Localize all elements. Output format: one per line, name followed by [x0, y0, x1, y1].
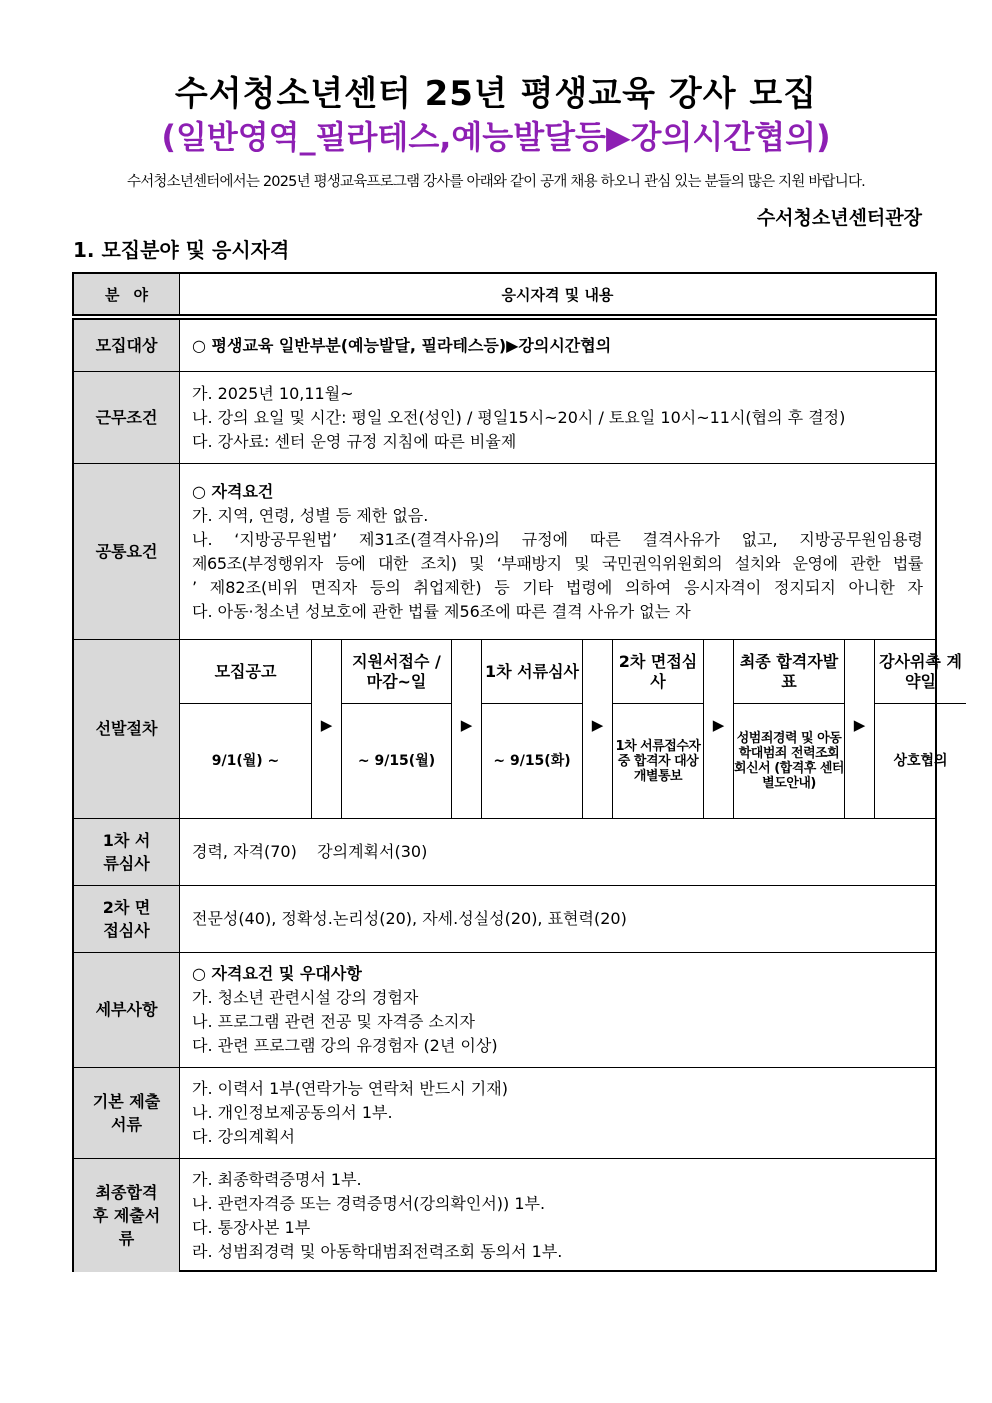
row-final-docs — [74, 1159, 935, 1272]
row-content — [180, 819, 935, 885]
arrow-right-icon: ▶ — [845, 704, 875, 818]
line: 다. 통장사본 1부 — [192, 1217, 311, 1237]
row-common — [74, 464, 935, 640]
header-content: 응시자격 및 내용 — [501, 285, 614, 304]
line: 경력, 자격(70) 강의계획서(30) — [192, 842, 428, 861]
line: 나. 개인정보제공동의서 1부. — [192, 1103, 393, 1122]
line: ○ 자격요건 — [192, 481, 274, 501]
step-detail: ~ 9/15(화) — [482, 704, 583, 818]
process-grid — [180, 640, 966, 818]
line: 다. 아동·청소년 성보호에 관한 법률 제56조에 따른 결격 사유가 없는 자 — [192, 601, 691, 621]
line: 나. 프로그램 관련 전공 및 자격증 소지자 — [192, 1012, 475, 1031]
arrow-spacer — [452, 640, 482, 704]
row-label: 선발절차 — [74, 640, 180, 818]
step-detail: 성범죄경력 및 아동학대범죄 전력조회 회신서 (합격후 센터별도안내) — [734, 704, 845, 818]
row-interview — [74, 886, 935, 953]
section-heading: 1. 모집분야 및 응시자격 — [73, 238, 290, 262]
row-label: 모집대상 — [74, 320, 180, 371]
row-details — [74, 953, 935, 1068]
arrow-spacer — [704, 640, 734, 704]
line: 다. 강사료: 센터 운영 규정 지침에 따른 비율제 — [192, 431, 517, 451]
step-detail: 1차 서류접수자 중 합격자 대상 개별통보 — [613, 704, 704, 818]
row-content — [180, 886, 935, 952]
intro-text: 수서청소년센터에서는 2025년 평생교육프로그램 강사를 아래와 같이 공개 채용 하오니 관심 있는 분들의 많은 지원 바랍니다. — [127, 174, 865, 190]
line: 전문성(40), 정확성.논리성(20), 자세.성실성(20), 표현력(20) — [192, 909, 627, 928]
step-title: 최종 합격자발표 — [734, 640, 845, 704]
row-label: 기본 제출서류 — [74, 1068, 180, 1158]
row-basic-docs — [74, 1068, 935, 1159]
header-field: 분야 — [74, 274, 180, 314]
line: 가. 청소년 관련시설 강의 경험자 — [192, 988, 419, 1007]
step-detail: ~ 9/15(월) — [342, 704, 452, 818]
line: 가. 2025년 10,11월~ — [192, 383, 354, 403]
row-content — [180, 464, 935, 639]
arrow-right-icon: ▶ — [452, 704, 482, 818]
line: 나. 강의 요일 및 시간: 평일 오전(성인) / 평일15시~20시 / 토요일 10시~11시(협의 후 결정) — [192, 407, 846, 427]
line: 나. ‘지방공무원법’ 제31조(결격사유)의 규정에 따른 결격사유가 없고, 지방공무원임용령 — [192, 529, 923, 549]
row-label: 세부사항 — [74, 953, 180, 1067]
line: ○ 평생교육 일반부분(예능발달, 필라테스등)▶강의시간협의 — [192, 335, 612, 355]
table-header — [72, 272, 937, 316]
row-content — [180, 1068, 935, 1158]
row-work — [74, 372, 935, 464]
line: 다. 관련 프로그램 강의 유경험자 (2년 이상) — [192, 1036, 498, 1055]
line: ○ 자격요건 및 우대사항 — [192, 964, 362, 983]
arrow-spacer — [845, 640, 875, 704]
line: 나. 관련자격증 또는 경력증명서(강의확인서)) 1부. — [192, 1193, 546, 1213]
arrow-spacer — [583, 640, 613, 704]
step-title: 2차 면접심사 — [613, 640, 704, 704]
arrow-spacer — [312, 640, 342, 704]
row-label: 2차 면접심사 — [74, 886, 180, 952]
row-process — [74, 640, 962, 819]
recruitment-table — [72, 318, 962, 1272]
line: 가. 최종학력증명서 1부. — [192, 1169, 362, 1189]
row-label: 근무조건 — [74, 372, 180, 463]
arrow-right-icon: ▶ — [704, 704, 734, 818]
page-subtitle: (일반영역_필라테스,예능발달등▶강의시간협의) — [161, 118, 831, 156]
line: 라. 성범죄경력 및 아동학대범죄전력조회 동의서 1부. — [192, 1241, 563, 1261]
step-detail: 9/1(월) ~ — [180, 704, 312, 818]
row-content — [180, 320, 935, 371]
arrow-right-icon: ▶ — [312, 704, 342, 818]
row-doc-review — [74, 819, 935, 886]
row-label: 공통요건 — [74, 464, 180, 639]
step-title: 1차 서류심사 — [482, 640, 583, 704]
row-content — [180, 1159, 935, 1272]
row-label: 최종합격 후 제출서류 — [74, 1159, 180, 1272]
line: ’ 제82조(비위 면직자 등의 취업제한) 등 기타 법령에 의하여 응시자격이 정지되지 아니한 자 — [192, 577, 923, 597]
step-title: 강사위촉 계약일 — [875, 640, 966, 704]
row-content — [180, 372, 935, 463]
signer: 수서청소년센터관장 — [756, 207, 922, 229]
step-title: 지원서접수 / 마감~일 — [342, 640, 452, 704]
step-detail: 상호협의 — [893, 753, 948, 769]
page-title: 수서청소년센터 25년 평생교육 강사 모집 — [174, 74, 818, 114]
line: 제65조(부정행위자 등에 대한 조치) 및 ‘부패방지 및 국민권익위원회의 설치와 운영에 관한 법률 — [192, 553, 923, 573]
step-title: 모집공고 — [180, 640, 312, 704]
line: 가. 지역, 연령, 성별 등 제한 없음. — [192, 505, 429, 525]
line: 다. 강의계획서 — [192, 1127, 295, 1146]
line: 가. 이력서 1부(연락가능 연락처 반드시 기재) — [192, 1079, 508, 1098]
row-label: 1차 서류심사 — [74, 819, 180, 885]
row-target — [74, 320, 935, 372]
arrow-right-icon: ▶ — [583, 704, 613, 818]
row-content — [180, 953, 935, 1067]
